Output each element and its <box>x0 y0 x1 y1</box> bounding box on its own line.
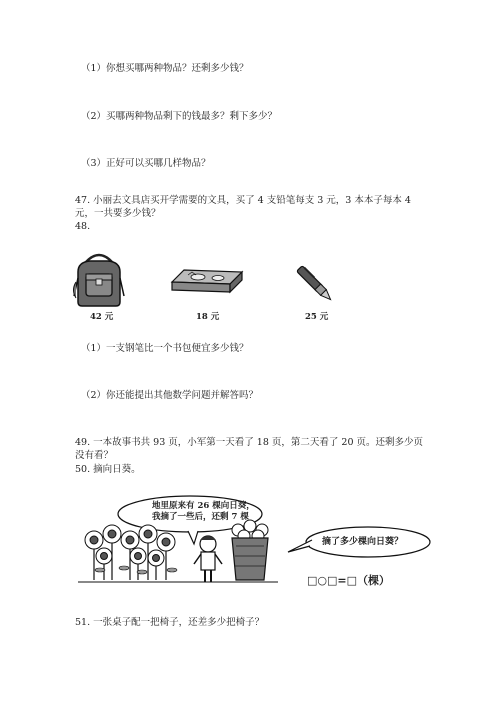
q49-text: 49. 一本故事书共 93 页，小军第一天看了 18 页，第二天看了 20 页。还剩多少页没有看？ <box>75 437 424 461</box>
schoolbag-image <box>72 250 126 308</box>
q46-sub3: （3）正好可以买哪几样物品？ <box>81 158 211 169</box>
q46-sub2: （2）买哪两种物品剩下的钱最多？剩下多少？ <box>81 111 278 122</box>
bubble-left-line2: 我摘了一些后，还剩 7 棵 <box>152 512 249 522</box>
q46-sub1: （1）你想买哪两种物品？还剩多少钱？ <box>81 63 249 74</box>
pen-price: 25 元 <box>305 312 329 322</box>
q51-text: 51. 一张桌子配一把椅子，还差多少把椅子？ <box>75 617 265 628</box>
pencil-box-image <box>170 266 244 296</box>
bubble-right-text: 摘了多少棵向日葵？ <box>322 537 404 547</box>
q48-sub1: （1）一支钢笔比一个书包便宜多少钱？ <box>81 343 249 354</box>
pen-image <box>295 262 335 306</box>
q50-text: 50. 摘向日葵。 <box>75 464 141 475</box>
q48-number: 48. <box>75 221 91 232</box>
equation-blank: □○□=□（棵） <box>307 574 390 587</box>
q47-text: 47. 小丽去文具店买开学需要的文具，买了 4 支铅笔每支 3 元，3 本本子每本 4 元，一共要多少钱？ <box>75 195 411 219</box>
q48-sub2: （2）你还能提出其他数学问题并解答吗？ <box>81 390 259 401</box>
pencil-box-price: 18 元 <box>196 312 220 322</box>
bubble-left-line1: 地里原来有 26 棵向日葵， <box>152 501 255 511</box>
schoolbag-price: 42 元 <box>90 312 114 322</box>
